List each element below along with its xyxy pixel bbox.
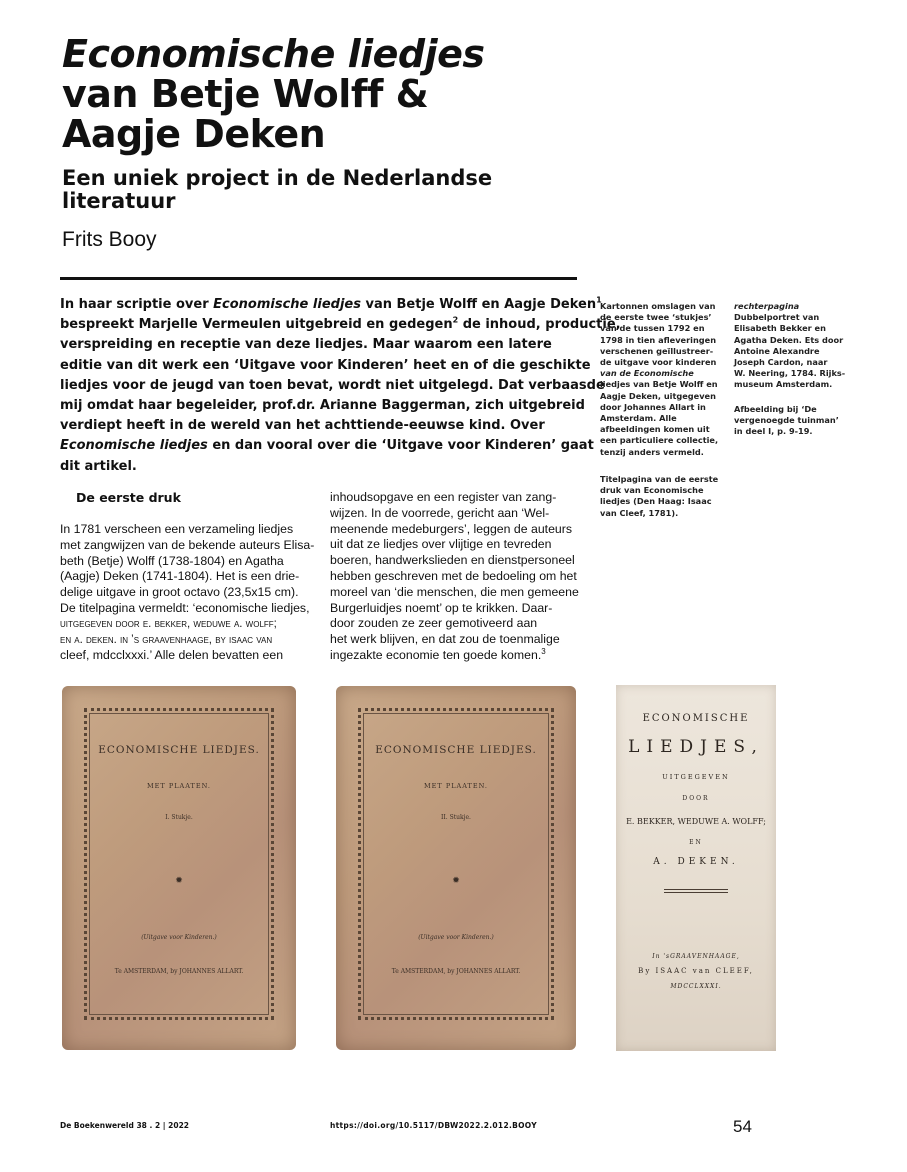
caption-line: Kartonnen omslagen van: [600, 301, 716, 311]
body-line: In 1781 verscheen een verzameling liedjes: [60, 522, 294, 536]
caption-line: door Johannes Allart in: [600, 401, 706, 412]
caption-line: 1798 in tien afleveringen: [600, 334, 717, 345]
intro-line: Economische liedjes en dan vooral over die ‘Uitgave voor Kinderen’ gaat: [60, 438, 594, 454]
body-line: wijzen. In de voorrede, gericht aan ‘Wel-: [330, 505, 550, 520]
body-line: delige uitgave in groot octavo (23,5x15 cm).: [60, 585, 299, 600]
caption-line: Antoine Alexandre: [734, 345, 820, 356]
intro-line: bespreekt Marjelle Vermeulen uitgebreid en gedegen$^2$ de inhoud, productie,: [60, 315, 621, 333]
article-title: [62, 34, 622, 154]
cover-edition: (Uitgave voor Kinderen.): [418, 934, 494, 941]
ornament-icon: ✹: [452, 876, 460, 886]
caption-line: van de tussen 1792 en: [600, 323, 705, 334]
body-line: en a. deken. in ’s graavenhaage, by isaac van: [60, 633, 273, 646]
subtitle-line-2: literatuur: [62, 189, 176, 213]
caption-line: W. Neering, 1784. Rijks-: [734, 368, 846, 379]
caption-line: Dubbelportret van: [734, 312, 820, 323]
cover-image-part-1: [62, 686, 296, 1050]
titlepage-line: EN: [689, 839, 703, 846]
body-line: moreel van ‘die menschen, die men gemeene: [330, 584, 579, 599]
intro-line: mij omdat haar begeleider, prof.dr. Arianne Baggerman, zich uitgebreid: [60, 398, 585, 414]
caption-line: vergenoegde tuinman’: [734, 415, 839, 426]
intro-paragraph: [60, 295, 621, 477]
titlepage-image: [616, 685, 776, 1051]
body-line: ingezakte economie ten goede komen.$^3$: [330, 646, 546, 662]
intro-line: dit artikel.: [60, 458, 137, 474]
ornament-icon: ✹: [175, 876, 183, 886]
caption-line: Agatha Deken. Ets door: [734, 334, 844, 345]
caption-covers: [600, 301, 720, 458]
page-number: 54: [733, 1117, 752, 1136]
caption-line: Joseph Cardon, naar: [734, 357, 828, 368]
section-heading: De eerste druk: [76, 490, 181, 505]
title-line-3: Aagje Deken: [62, 112, 326, 156]
body-line: uit dat ze liedjes over vlijtige en tevreden: [330, 537, 552, 552]
titlepage-line: A. DEKEN.: [653, 857, 739, 867]
caption-line: afbeeldingen komen uit: [600, 424, 710, 435]
body-line: inhoudsopgave en een register van zang-: [330, 490, 557, 504]
caption-line: tenzij anders vermeld.: [600, 446, 704, 457]
body-column-2: [330, 490, 590, 664]
titlepage-line: UITGEGEVEN: [662, 773, 730, 781]
titlepage-line: By ISAAC van CLEEF,: [638, 967, 754, 975]
caption-line: van de Economische: [600, 368, 694, 379]
caption-line: een particuliere collectie,: [600, 435, 719, 446]
cover-publisher: Te AMSTERDAM, by JOHANNES ALLART.: [114, 968, 244, 975]
cover-image-part-2: [336, 686, 576, 1050]
caption-line: de eerste twee ‘stukjes’: [600, 312, 712, 323]
titlepage-line: MDCCLXXXI.: [670, 983, 722, 990]
body-line: (Aagje) Deken (1741-1804). Het is een drie-: [60, 569, 300, 584]
footer-journal: De Boekenwereld 38 . 2 | 2022: [60, 1121, 190, 1130]
titlepage-line: DOOR: [682, 795, 710, 802]
cover-title: ECONOMISCHE LIEDJES.: [375, 744, 537, 756]
footnote-ref: 2: [452, 315, 459, 325]
title-line-2: van Betje Wolff &: [62, 72, 429, 116]
caption-titlepage: [600, 474, 720, 519]
author-name: Frits Booy: [62, 228, 157, 251]
intro-line: editie van dit werk een ‘Uitgave voor Kinderen’ heet en of die geschikte: [60, 357, 591, 373]
article-subtitle: [62, 167, 582, 213]
title-italic: Economische liedjes: [62, 32, 485, 76]
cover-edition: (Uitgave voor Kinderen.): [141, 934, 217, 941]
body-line: beth (Betje) Wolff (1738-1804) en Agatha: [60, 553, 284, 568]
caption-line: rechterpagina: [734, 301, 800, 311]
titlepage-line: E. BEKKER, WEDUWE A. WOLFF;: [626, 817, 766, 826]
body-line: het werk blijven, en dat zou de toenmalige: [330, 632, 560, 647]
intro-line: verspreiding en receptie van deze liedjes. Maar waarom een latere: [60, 337, 552, 353]
caption-portrait: [734, 301, 854, 391]
cover-subtitle: MET PLAATEN.: [147, 782, 211, 790]
titlepage-rule: [664, 889, 728, 893]
cover-subtitle: MET PLAATEN.: [424, 782, 488, 790]
titlepage-line: ECONOMISCHE: [642, 713, 750, 724]
body-line: met zangwijzen van de bekende auteurs Elisa-: [60, 537, 315, 552]
footer-doi[interactable]: https://doi.org/10.5117/DBW2022.2.012.BOOY: [330, 1121, 537, 1130]
footnote-ref: 1: [596, 295, 602, 305]
intro-line: verdiept heeft in de wereld van het achttiende-eeuwse kind. Over: [60, 418, 545, 434]
caption-line: druk van Economische: [600, 485, 704, 496]
titlepage-line: In 'sGRAAVENHAAGE,: [652, 953, 740, 960]
intro-line: liedjes voor de jeugd van toen bevat, wordt niet uitgelegd. Dat verbaasde: [60, 377, 605, 393]
caption-line: Titelpagina van de eerste: [600, 474, 719, 484]
body-line: boeren, handwerkslieden en dienstpersoneel: [330, 553, 575, 568]
caption-line: Elisabeth Bekker en: [734, 323, 826, 334]
caption-line: de uitgave voor kinderen: [600, 357, 717, 368]
body-line: De titelpagina vermeldt: ‘economische liedjes,: [60, 600, 310, 615]
caption-line: verschenen geïllustreer-: [600, 345, 714, 356]
title-divider: [60, 277, 577, 280]
body-line: meenende medeburgers’, leggen de auteurs: [330, 521, 573, 536]
caption-illustration: [734, 404, 854, 438]
caption-line: Afbeelding bij ‘De: [734, 404, 817, 414]
cover-publisher: Te AMSTERDAM, by JOHANNES ALLART.: [391, 968, 521, 975]
body-line: door zouden ze zeer gemotiveerd aan: [330, 616, 538, 631]
caption-line: Aagje Deken, uitgegeven: [600, 390, 716, 401]
body-line: Burgerluidjes noemt’ op te krikken. Daar-: [330, 600, 553, 615]
caption-line: Amsterdam. Alle: [600, 413, 677, 424]
intro-line: In haar scriptie over Economische liedjes van Betje Wolff en Aagje Deken$^1$: [60, 295, 602, 312]
titlepage-line: LIEDJES,: [628, 737, 764, 757]
cover-part: II. Stukje.: [441, 814, 471, 821]
body-line: cleef, mdcclxxxi.’ Alle delen bevatten een: [60, 648, 284, 663]
caption-line: van Cleef, 1781).: [600, 507, 679, 518]
footnote-ref: 3: [541, 646, 546, 656]
caption-line: museum Amsterdam.: [734, 379, 833, 390]
caption-line: liedjes (Den Haag: Isaac: [600, 496, 712, 507]
caption-line: in deel I, p. 9-19.: [734, 426, 813, 437]
body-line: hebben geschreven met de bedoeling om het: [330, 568, 577, 583]
subtitle-line-1: Een uniek project in de Nederlandse: [62, 166, 493, 190]
body-line: uitgegeven door e. bekker, weduwe a. wolff;: [60, 617, 277, 630]
body-column-1: [60, 522, 320, 664]
caption-line: liedjes van Betje Wolff en: [600, 379, 718, 390]
cover-title: ECONOMISCHE LIEDJES.: [98, 744, 260, 756]
cover-part: I. Stukje.: [165, 814, 193, 821]
